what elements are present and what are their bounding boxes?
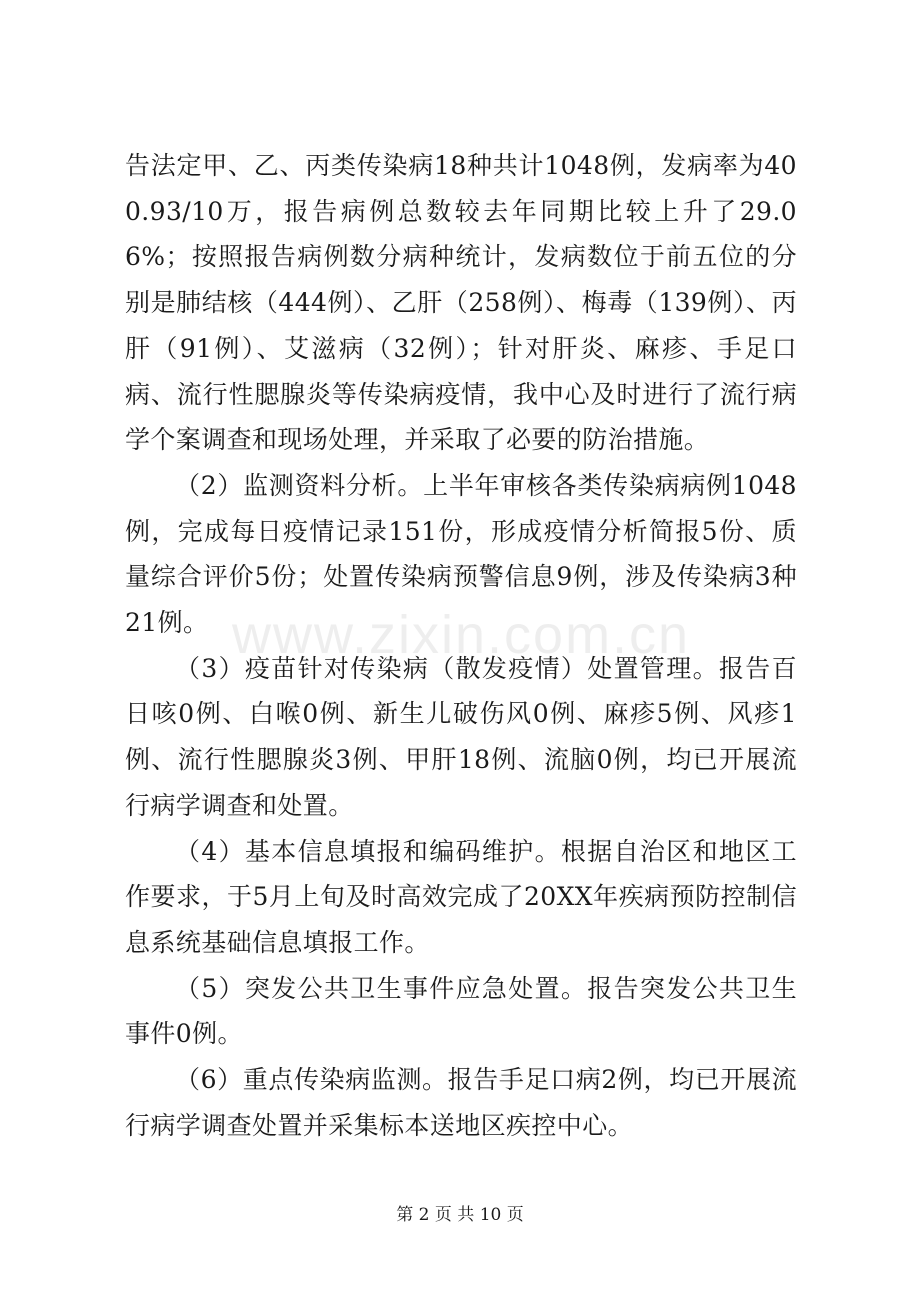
paragraph-4: （4）基本信息填报和编码维护。根据自治区和地区工作要求，于5月上旬及时高效完成了20XX年疾病预防控制信息系统基础信息填报工作。 bbox=[125, 836, 797, 957]
watermark-text: www.zixin.com.cn bbox=[232, 605, 691, 665]
paragraph-2: （2）监测资料分析。上半年审核各类传染病病例1048例，完成每日疫情记录151份，形成疫情分析简报5份、质量综合评价5份；处置传染病预警信息9例，涉及传染病3种21例。 bbox=[125, 470, 797, 638]
document-body bbox=[125, 143, 797, 1148]
paragraph-3: （3）疫苗针对传染病（散发疫情）处置管理。报告百日咳0例、白喉0例、新生儿破伤风0例、麻疹5例、风疹1例、流行性腮腺炎3例、甲肝18例、流脑0例，均已开展流行病学调查和处置。 bbox=[125, 653, 797, 820]
paragraph-6: （6）重点传染病监测。报告手足口病2例，均已开展流行病学调查处置并采集标本送地区疾控中心。 bbox=[125, 1065, 797, 1140]
paragraph-5: （5）突发公共卫生事件应急处置。报告突发公共卫生事件0例。 bbox=[125, 973, 797, 1049]
paragraph-1: 告法定甲、乙、丙类传染病18种共计1048例，发病率为400.93/10万，报告病例总数较去年同期比较上升了29.06%；按照报告病例数分病种统计，发病数位于前五位的分别是肺结核（444例）、乙肝（258例）、梅毒（139例）、丙肝（91例）、艾滋病（32例）；针对肝炎、麻疹、手足口病、流行性腮腺炎等传染病疫情，我中心及时进行了流行病学个案调查和现场处理，并采取了必要的防治措施。 bbox=[125, 151, 797, 455]
page-footer: 第 2 页 共 10 页 bbox=[396, 1205, 524, 1225]
